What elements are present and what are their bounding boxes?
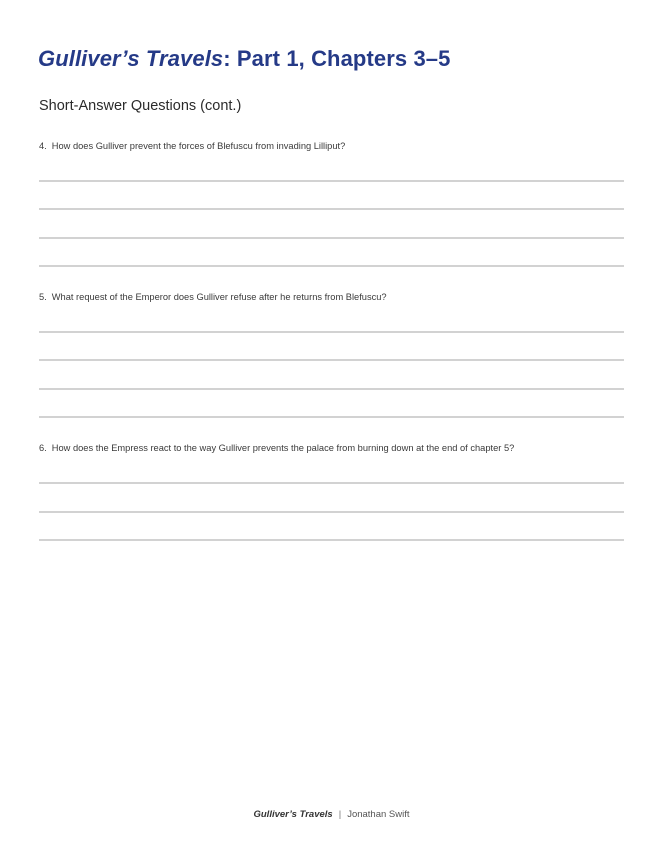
question-text: How does the Empress react to the way Gulliver prevents the palace from burning down at the end of chapter 5? [51,443,515,453]
footer-author: Jonathan Swift [347,809,410,820]
answer-line[interactable] [39,359,624,361]
footer-book-title: Gulliver’s Travels [253,809,333,820]
question-5 [39,292,387,302]
question-text: How does Gulliver prevent the forces of Blefuscu from invading Lilliput? [51,141,346,151]
answer-line[interactable] [39,265,624,267]
page-footer [0,809,663,820]
answer-line[interactable] [39,388,624,390]
answer-line[interactable] [39,482,624,484]
question-text: What request of the Emperor does Gulliver refuse after he returns from Blefuscu? [51,292,387,302]
answer-line[interactable] [39,416,624,418]
page-title-rest: : Part 1, Chapters 3–5 [223,46,451,71]
section-heading: Short-Answer Questions (cont.) [39,98,242,114]
question-number: 5. [39,292,47,302]
footer-separator: | [338,809,342,820]
question-number: 6. [39,443,47,453]
answer-line[interactable] [39,331,624,333]
question-number: 4. [39,141,47,151]
question-6 [39,443,514,453]
answer-line[interactable] [39,180,624,182]
answer-line[interactable] [39,237,624,239]
answer-line[interactable] [39,539,624,541]
page-title [38,46,450,72]
question-4 [39,141,345,151]
page-title-book: Gulliver’s Travels [38,46,224,71]
answer-line[interactable] [39,511,624,513]
answer-line[interactable] [39,208,624,210]
